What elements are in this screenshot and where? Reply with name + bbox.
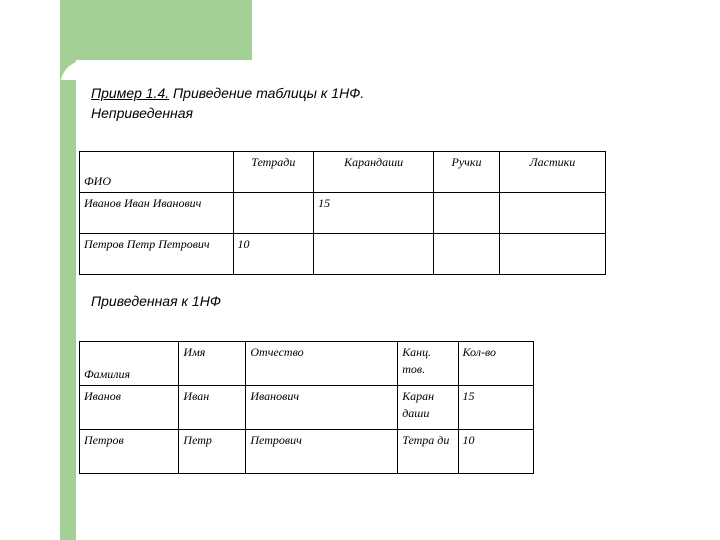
table-cell: Петрович bbox=[246, 430, 398, 474]
header-name: Имя bbox=[179, 342, 246, 386]
table-cell: Тетра ди bbox=[398, 430, 458, 474]
table-cell: Петров bbox=[80, 430, 179, 474]
header-pencils: Карандаши bbox=[314, 152, 434, 193]
table-cell: 15 bbox=[458, 386, 533, 430]
table-cell bbox=[434, 193, 500, 234]
table-cell bbox=[314, 234, 434, 275]
header-fio: ФИО bbox=[80, 152, 234, 193]
table-cell bbox=[233, 193, 314, 234]
header-pens: Ручки bbox=[434, 152, 500, 193]
title-label: Пример 1.4. bbox=[91, 85, 170, 101]
table-cell bbox=[499, 193, 605, 234]
normalized-table bbox=[79, 341, 534, 474]
decor-green-bar bbox=[60, 80, 76, 540]
table-row bbox=[80, 386, 534, 430]
decor-green-top bbox=[60, 0, 252, 60]
table-row bbox=[80, 430, 534, 474]
table-header-row bbox=[80, 342, 534, 386]
section-subtitle: Приведенная к 1НФ bbox=[91, 293, 221, 309]
table-row bbox=[80, 193, 606, 234]
header-patronymic: Отчество bbox=[246, 342, 398, 386]
table-cell: Иванов Иван Иванович bbox=[80, 193, 234, 234]
header-erasers: Ластики bbox=[499, 152, 605, 193]
header-notebooks: Тетради bbox=[233, 152, 314, 193]
table-cell: 10 bbox=[458, 430, 533, 474]
table-cell: Иванов bbox=[80, 386, 179, 430]
table-cell: Иванович bbox=[246, 386, 398, 430]
header-stationery: Канц. тов. bbox=[398, 342, 458, 386]
unnormalized-table bbox=[79, 151, 606, 275]
title-text: Приведение таблицы к 1НФ. bbox=[169, 85, 365, 101]
slide-title bbox=[91, 83, 651, 123]
table-cell bbox=[434, 234, 500, 275]
table-cell: Петр bbox=[179, 430, 246, 474]
table-cell: Петров Петр Петрович bbox=[80, 234, 234, 275]
table-cell: 15 bbox=[314, 193, 434, 234]
header-surname: Фамилия bbox=[80, 342, 179, 386]
header-quantity: Кол-во bbox=[458, 342, 533, 386]
title-line2: Неприведенная bbox=[91, 105, 193, 121]
table-cell bbox=[499, 234, 605, 275]
table-cell: 10 bbox=[233, 234, 314, 275]
table-cell: Каран даши bbox=[398, 386, 458, 430]
table-cell: Иван bbox=[179, 386, 246, 430]
table-header-row bbox=[80, 152, 606, 193]
table-row bbox=[80, 234, 606, 275]
